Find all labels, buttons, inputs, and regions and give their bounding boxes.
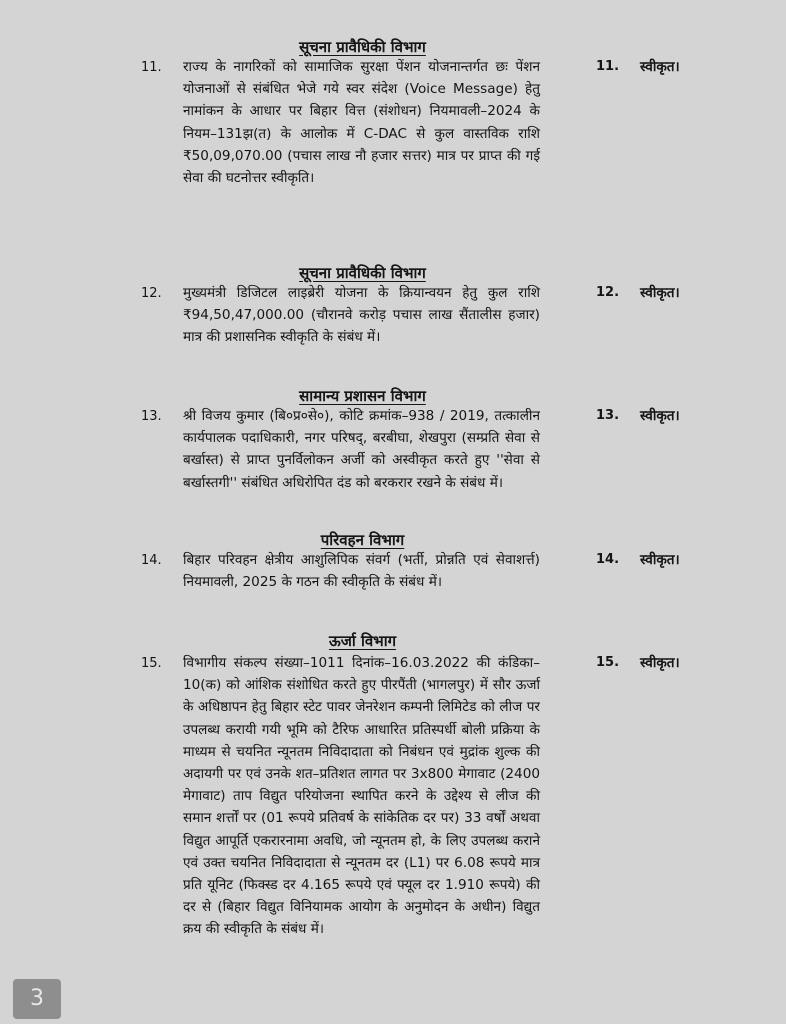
item-description: विभागीय संकल्प संख्या–1011 दिनांक–16.03.2022 की कंडिका–10(क) को आंशिक संशोधित करते हुए पीरपैंती (भागलपुर) में सौर ऊर्जा के अधिष्ठापन हेतु बिहार स्टेट पावर जेनरेशन कम्पनी लिमिटेड को लीज पर उपलब्ध करायी गयी भूमि को टैरिफ आधारित प्रतिस्पर्धी बोली प्रक्रिया के माध्यम से चयनित न्यूनतम निविदादाता को निबंधन एवं मुद्रांक शुल्क की अदायगी पर एवं उनके शत–प्रतिशत लागत पर 3x800 मेगावाट (2400 मेगावाट) ताप विद्युत परियोजना स्थापित करने के उद्देश्य से लीज की समान शर्त्तों पर (01 रूपये प्रतिवर्ष के सांकेतिक दर पर) 33 वर्षों अथवा विद्युत आपूर्ति एकरारनामा अवधि, जो न्यूनतम हो, के लिए उपलब्ध कराने एवं उक्त चयनित निविदादाता से न्यूनतम दर (L1) पर 6.08 रूपये मात्र प्रति यूनिट (फिक्स्ड दर 4.165 रूपये एवं फ्यूल दर 1.910 रूपये) की दर से (बिहार विद्युत विनियामक आयोग के अनुमोदन के अधीन) विद्युत क्रय की स्वीकृति के संबंध में। [183,655,540,938]
department-heading: सूचना प्रावैधिकी विभाग [299,38,426,56]
item-description: बिहार परिवहन क्षेत्रीय आशुलिपिक संवर्ग (भर्ती, प्रोन्नति एवं सेवाशर्त्त) नियमावली, 2025 के गठन की स्वीकृति के संबंध में। [183,552,540,591]
decision-number: 12. [596,285,620,300]
item-description: राज्य के नागरिकों को सामाजिक सुरक्षा पेंशन योजनान्तर्गत छः पेंशन योजनाओं से संबंधित भेजे गये स्वर संदेश (Voice Message) हेतु नामांकन के आधार पर बिहार वित्त (संशोधन) नियमावली–2024 के नियम–131झ(त) के आलोक में C-DAC से कुल वास्तविक राशि ₹50,09,070.00 (पचास लाख नौ हजार सत्तर) मात्र पर प्राप्त की गई सेवा की घटनोत्तर स्वीकृति। [183,59,540,187]
item-number: 12. [141,286,162,301]
decision-number: 14. [596,552,620,567]
department-heading: ऊर्जा विभाग [328,632,397,650]
decision-number: 13. [596,408,620,423]
department-heading: सामान्य प्रशासन विभाग [299,387,426,405]
decision-status: स्वीकृत। [640,552,680,568]
item-number: 15. [141,656,162,671]
item-number: 11. [141,60,162,75]
item-number: 14. [141,553,162,568]
decision-status: स्वीकृत। [640,285,680,301]
decision-status: स्वीकृत। [640,408,680,424]
page-number-badge: 3 [13,979,61,1019]
decision-status: स्वीकृत। [640,59,680,75]
decision-number: 15. [596,655,620,670]
item-description: मुख्यमंत्री डिजिटल लाइब्रेरी योजना के क्रियान्वयन हेतु कुल राशि ₹94,50,47,000.00 (चौरानवे करोड़ पचास लाख सैंतालीस हजार) मात्र की प्रशासनिक स्वीकृति के संबंध में। [183,285,540,346]
decision-status: स्वीकृत। [640,655,680,671]
decision-number: 11. [596,59,620,74]
department-heading: परिवहन विभाग [320,531,405,549]
department-heading: सूचना प्रावैधिकी विभाग [299,264,426,282]
item-number: 13. [141,409,162,424]
item-description: श्री विजय कुमार (बि०प्र०से०), कोटि क्रमांक–938 / 2019, तत्कालीन कार्यपालक पदाधिकारी, नगर परिषद्, बरबीघा, शेखपुरा (सम्प्रति सेवा से बर्खास्त) से प्राप्त पुनर्विलोकन अर्जी को अस्वीकृत करते हुए ''सेवा से बर्खास्तगी'' संबंधित अधिरोपित दंड को बरकरार रखने के संबंध में। [183,408,540,491]
